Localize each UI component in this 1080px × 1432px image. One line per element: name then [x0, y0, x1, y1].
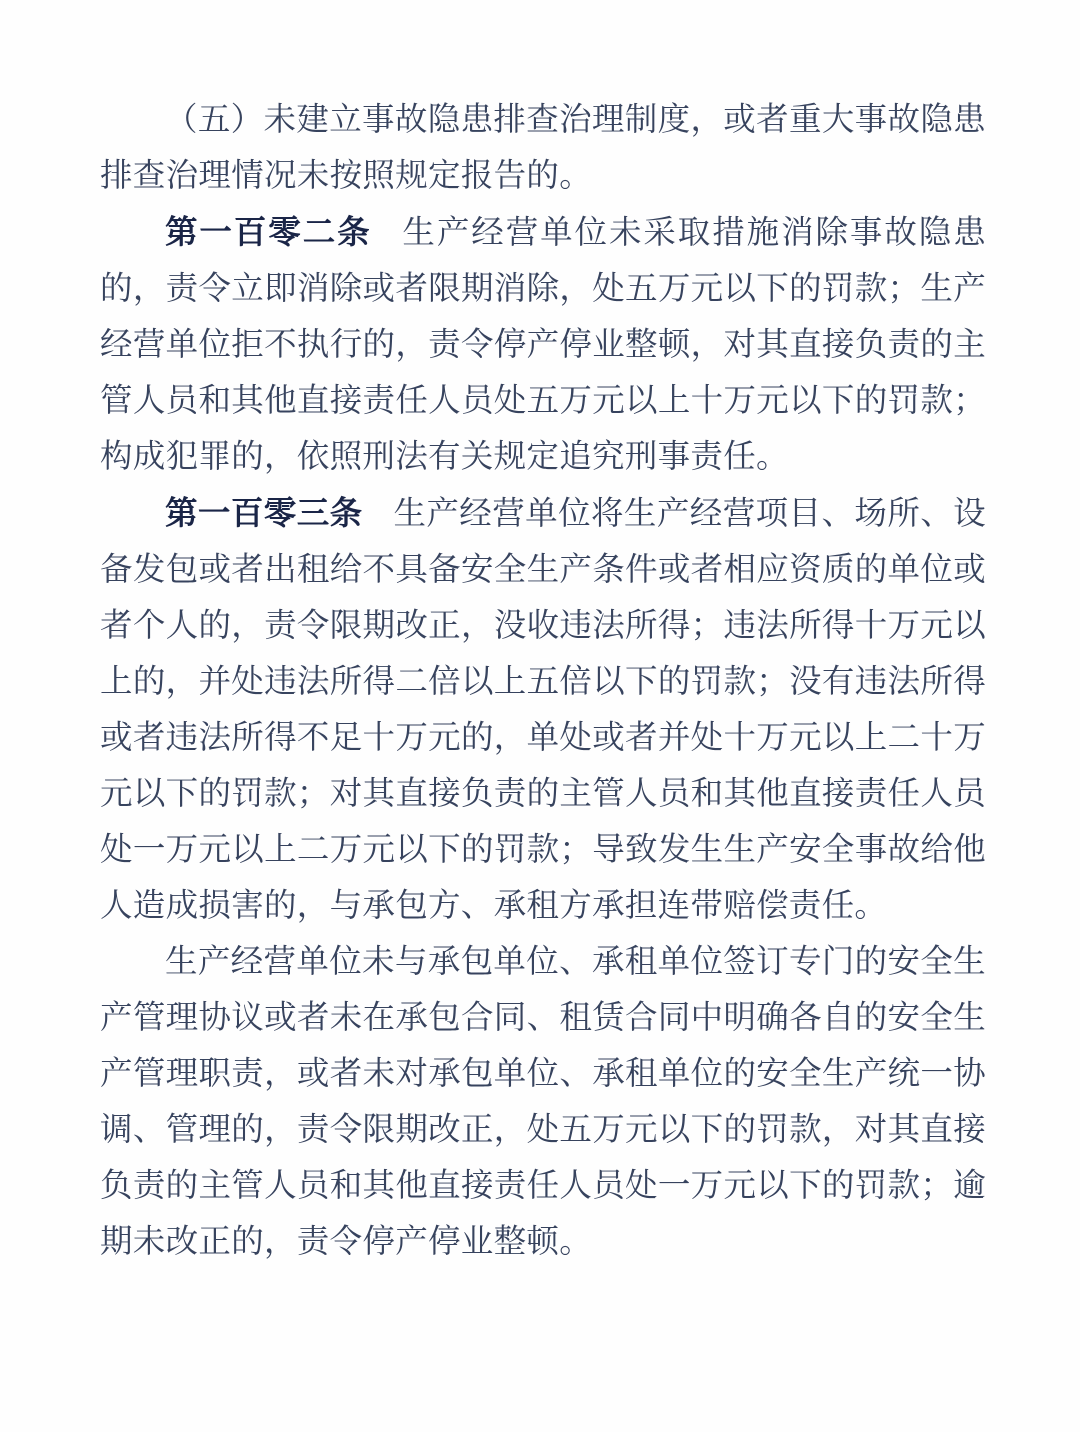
clause-item-five-text: （五）未建立事故隐患排查治理制度，或者重大事故隐患排查治理情况未按照规定报告的。: [100, 102, 986, 194]
article-103-paragraph-2-text: 生产经营单位未与承包单位、承租单位签订专门的安全生产管理协议或者未在承包合同、租赁合同中明确各自的安全生产管理职责，或者未对承包单位、承租单位的安全生产统一协调、管理的，责令限期改正，处五万元以下的罚款，对其直接负责的主管人员和其他直接责任人员处一万元以下的罚款；逾期未改正的，责令停产停业整顿。: [100, 944, 986, 1260]
article-103-number: 第一百零三条: [165, 495, 363, 531]
article-102-paragraph: [100, 204, 986, 485]
article-103-paragraph-1: [100, 485, 986, 934]
article-102-number: 第一百零二条: [165, 214, 372, 250]
article-103-text: 生产经营单位将生产经营项目、场所、设备发包或者出租给不具备安全生产条件或者相应资质的单位或者个人的，责令限期改正，没收违法所得；违法所得十万元以上的，并处违法所得二倍以上五倍以下的罚款；没有违法所得或者违法所得不足十万元的，单处或者并处十万元以上二十万元以下的罚款；对其直接负责的主管人员和其他直接责任人员处一万元以上二万元以下的罚款；导致发生生产安全事故给他人造成损害的，与承包方、承租方承担连带赔偿责任。: [100, 496, 986, 924]
article-102-text: 生产经营单位未采取措施消除事故隐患的，责令立即消除或者限期消除，处五万元以下的罚款；生产经营单位拒不执行的，责令停产停业整顿，对其直接负责的主管人员和其他直接责任人员处五万元以上十万元以下的罚款；构成犯罪的，依照刑法有关规定追究刑事责任。: [100, 215, 986, 475]
clause-item-five-paragraph: [100, 92, 986, 204]
article-103-paragraph-2: [100, 934, 986, 1270]
